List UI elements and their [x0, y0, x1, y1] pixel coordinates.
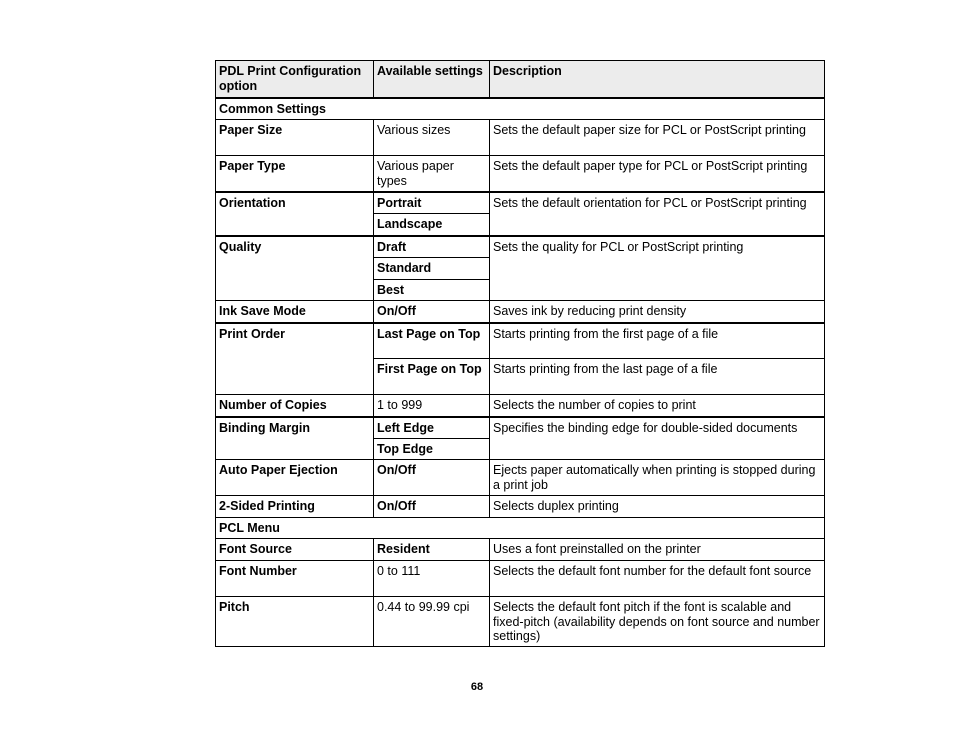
description-first-page-on-top: Starts printing from the last page of a file: [490, 359, 825, 395]
setting-standard: Standard: [374, 258, 490, 280]
setting-last-page-on-top: Last Page on Top: [374, 323, 490, 359]
setting-font-number: 0 to 111: [374, 561, 490, 597]
table-row-auto-eject: [216, 460, 825, 496]
setting-draft: Draft: [374, 236, 490, 258]
setting-paper-size: Various sizes: [374, 120, 490, 156]
table-row-font-number: [216, 561, 825, 597]
option-auto-eject: Auto Paper Ejection: [216, 460, 374, 496]
table-row-paper-type: [216, 156, 825, 192]
setting-landscape: Landscape: [374, 214, 490, 236]
description-two-sided: Selects duplex printing: [490, 496, 825, 518]
description-copies: Selects the number of copies to print: [490, 395, 825, 417]
description-ink-save: Saves ink by reducing print density: [490, 301, 825, 323]
table-row-copies: [216, 395, 825, 417]
description-font-number: Selects the default font number for the default font source: [490, 561, 825, 597]
page-number: 68: [470, 681, 484, 693]
pdl-config-table: [215, 60, 825, 647]
section-common-settings: Common Settings: [216, 98, 825, 120]
description-last-page-on-top: Starts printing from the first page of a file: [490, 323, 825, 359]
option-pitch: Pitch: [216, 597, 374, 647]
description-auto-eject: Ejects paper automatically when printing is stopped during a print job: [490, 460, 825, 496]
option-font-source: Font Source: [216, 539, 374, 561]
description-binding: Specifies the binding edge for double-sided documents: [490, 417, 825, 460]
table-row-ink-save: [216, 301, 825, 323]
setting-two-sided: On/Off: [374, 496, 490, 518]
table-row-binding: [216, 417, 825, 439]
option-two-sided: 2-Sided Printing: [216, 496, 374, 518]
section-pcl-menu: PCL Menu: [216, 518, 825, 539]
option-print-order: Print Order: [216, 323, 374, 395]
table-row-print-order: [216, 323, 825, 359]
setting-first-page-on-top: First Page on Top: [374, 359, 490, 395]
table-row-font-source: [216, 539, 825, 561]
setting-font-source: Resident: [374, 539, 490, 561]
setting-top-edge: Top Edge: [374, 439, 490, 460]
option-ink-save: Ink Save Mode: [216, 301, 374, 323]
setting-auto-eject: On/Off: [374, 460, 490, 496]
option-quality: Quality: [216, 236, 374, 301]
setting-left-edge: Left Edge: [374, 417, 490, 439]
setting-ink-save: On/Off: [374, 301, 490, 323]
table-header-row: [216, 61, 825, 98]
option-copies: Number of Copies: [216, 395, 374, 417]
setting-best: Best: [374, 280, 490, 301]
description-paper-size: Sets the default paper size for PCL or PostScript printing: [490, 120, 825, 156]
option-orientation: Orientation: [216, 192, 374, 236]
setting-paper-type: Various paper types: [374, 156, 490, 192]
option-paper-type: Paper Type: [216, 156, 374, 192]
description-pitch: Selects the default font pitch if the font is scalable and fixed-pitch (availability depends on font source and number settings): [490, 597, 825, 647]
setting-copies: 1 to 999: [374, 395, 490, 417]
table-row-orientation: [216, 192, 825, 214]
table-row-quality: [216, 236, 825, 258]
table-row-pitch: [216, 597, 825, 647]
table-row-two-sided: [216, 496, 825, 518]
header-settings: Available settings: [374, 61, 490, 98]
section-row-pcl: [216, 518, 825, 539]
header-option: PDL Print Configuration option: [216, 61, 374, 98]
setting-portrait: Portrait: [374, 192, 490, 214]
option-font-number: Font Number: [216, 561, 374, 597]
description-font-source: Uses a font preinstalled on the printer: [490, 539, 825, 561]
option-binding: Binding Margin: [216, 417, 374, 460]
header-description: Description: [490, 61, 825, 98]
description-paper-type: Sets the default paper type for PCL or PostScript printing: [490, 156, 825, 192]
option-paper-size: Paper Size: [216, 120, 374, 156]
description-quality: Sets the quality for PCL or PostScript printing: [490, 236, 825, 301]
table-row-paper-size: [216, 120, 825, 156]
section-row-common: [216, 98, 825, 120]
setting-pitch: 0.44 to 99.99 cpi: [374, 597, 490, 647]
description-orientation: Sets the default orientation for PCL or PostScript printing: [490, 192, 825, 236]
